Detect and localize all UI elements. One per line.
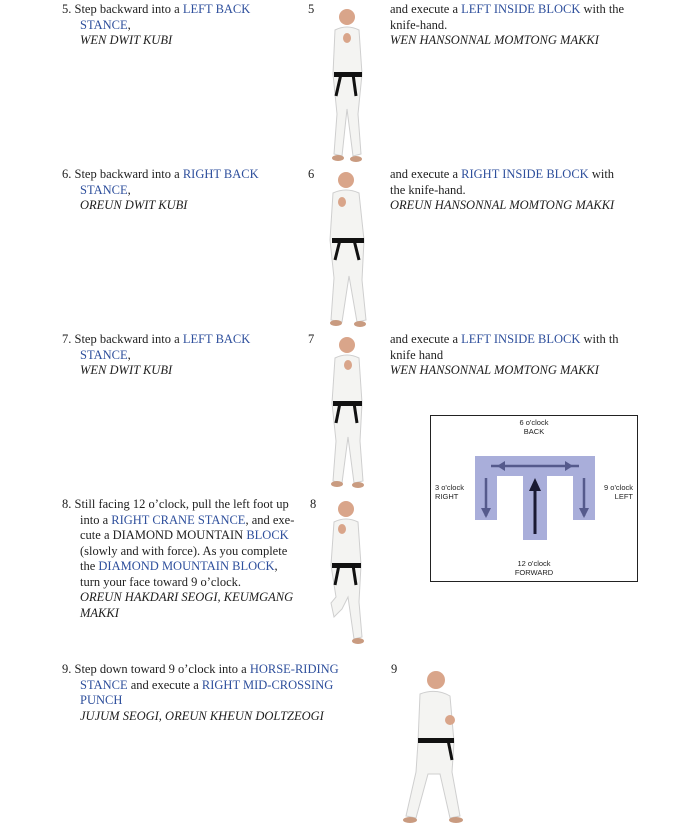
step-number: 8 (310, 497, 317, 511)
step-6-text: 6. Step backward into a RIGHT BACK STANCE, OREUN DWIT KUBI (62, 167, 259, 212)
figure-photo (318, 333, 368, 493)
step-8-text: 8. Still facing 12 o’clock, pull the left foot up into a RIGHT CRANE STANCE, and exe- cute a DIAMOND MOUNTAIN BLOCK (slowly and with force). As you complete the DIAMOND MOUNTAIN BLOCK, turn your face toward 9 o’clock. OREUN HAKDARI SEOGI, KEUMGANG MAKKI (62, 497, 295, 620)
label-left: 9 o'clock LEFT (604, 483, 633, 501)
direction-diagram (430, 415, 638, 582)
label-right: 3 o'clock RIGHT (435, 483, 464, 501)
step-number: 5 (308, 2, 315, 16)
figure-photo (318, 168, 370, 333)
step-7-text: 7. Step backward into a LEFT BACK STANCE, WEN DWIT KUBI (62, 332, 251, 377)
figure-photo (318, 4, 368, 169)
step-9-text: 9. Step down toward 9 o’clock into a HORSE-RIDING STANCE and execute a RIGHT MID-CROSSING PUNCH JUJUM SEOGI, OREUN KHEUN DOLTZEOGI (62, 662, 339, 723)
path-diagram (431, 416, 637, 581)
step-5-text: 5. Step backward into a LEFT BACK STANCE, WEN DWIT KUBI (62, 2, 251, 47)
step-6-action: and execute a RIGHT INSIDE BLOCK with the knife-hand. OREUN HANSONNAL MOMTONG MAKKI (390, 167, 615, 212)
label-forward: 12 o'clock FORWARD (514, 559, 554, 577)
step-number: 7 (308, 332, 315, 346)
label-back: 6 o'clock BACK (519, 418, 549, 436)
step-7-action: and execute a LEFT INSIDE BLOCK with th knife hand WEN HANSONNAL MOMTONG MAKKI (390, 332, 619, 377)
figure-photo (398, 668, 464, 828)
step-number: 9 (391, 662, 398, 676)
step-5-action: and execute a LEFT INSIDE BLOCK with the knife-hand. WEN HANSONNAL MOMTONG MAKKI (390, 2, 625, 47)
step-number: 6 (308, 167, 315, 181)
figure-photo (318, 497, 368, 647)
